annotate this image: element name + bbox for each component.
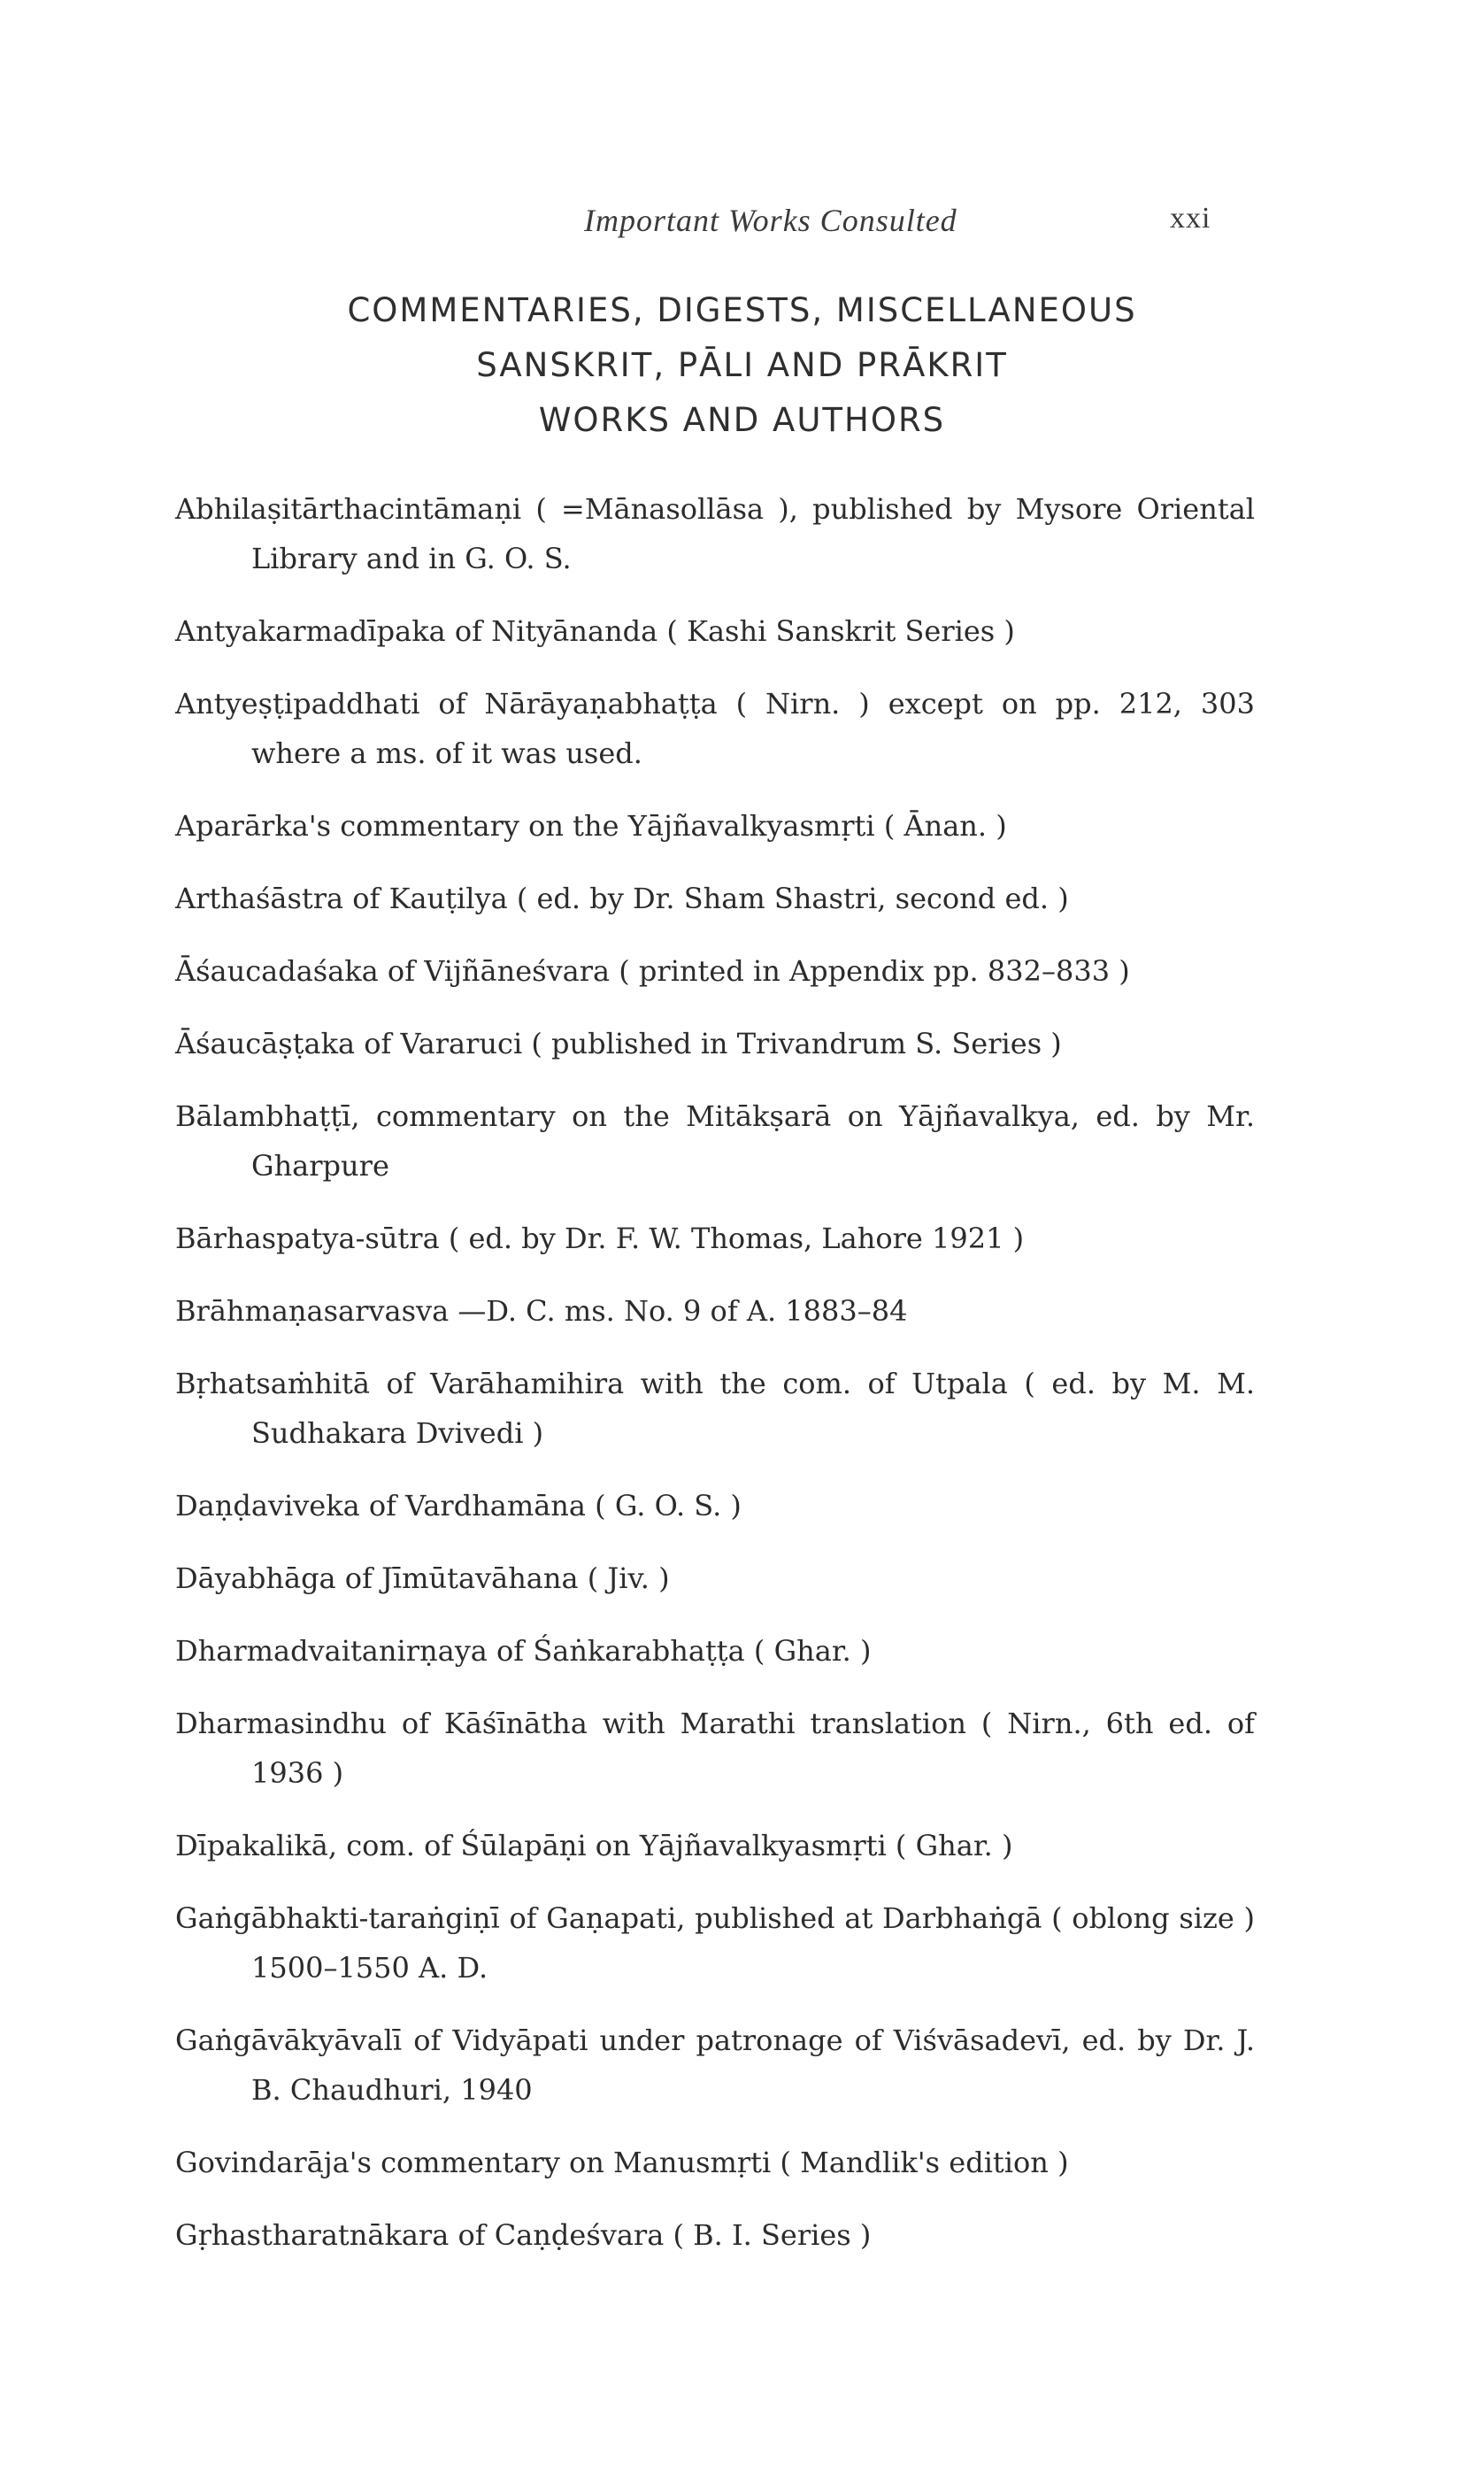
bibliography-entry: Daṇḍaviveka of Vardhamāna ( G. O. S. ) (175, 1489, 742, 1523)
bibliography-entry: Āśaucadaśaka of Vijñāneśvara ( printed in Appendix pp. 832–833 ) (175, 954, 1130, 988)
bibliography-entry: Govindarāja's commentary on Manusmṛti ( Mandlik's edition ) (175, 2146, 1069, 2179)
bibliography-entry: Gaṅgāvākyāvalī of Vidyāpati under patronage of Viśvāsadevī, ed. by Dr. J. B. Chaudhuri, 1940 (175, 2024, 1255, 2107)
bibliography-entry: Aparārka's commentary on the Yājñavalkyasmṛti ( Ānan. ) (175, 809, 1007, 843)
bibliography-entry: Bālambhaṭṭī, commentary on the Mitākṣarā on Yājñavalkya, ed. by Mr. Gharpure (175, 1099, 1255, 1183)
running-head (0, 202, 1484, 246)
bibliography-entry: Antyeṣṭipaddhati of Nārāyaṇabhaṭṭa ( Nirn. ) except on pp. 212, 303 where a ms. of it was used. (175, 687, 1255, 770)
bibliography-entry: Bṛhatsaṁhitā of Varāhamihira with the com. of Utpala ( ed. by M. M. Sudhakara Dvivedi ) (175, 1367, 1255, 1450)
heading-line-2: SANSKRIT, PĀLI AND PRĀKRIT (476, 346, 1008, 384)
bibliography-entry: Antyakarmadīpaka of Nityānanda ( Kashi Sanskrit Series ) (175, 614, 1015, 648)
bibliography-entry: Arthaśāstra of Kauṭilya ( ed. by Dr. Sham Shastri, second ed. ) (175, 882, 1069, 915)
bibliography-entry: Dīpakalikā, com. of Śūlapāṇi on Yājñavalkyasmṛti ( Ghar. ) (175, 1829, 1013, 1862)
running-title: Important Works Consulted (584, 203, 957, 238)
bibliography-entry: Dharmasindhu of Kāśīnātha with Marathi translation ( Nirn., 6th ed. of 1936 ) (175, 1707, 1255, 1790)
bibliography-entry: Bārhaspatya-sūtra ( ed. by Dr. F. W. Thomas, Lahore 1921 ) (175, 1222, 1025, 1255)
bibliography-entry: Brāhmaṇasarvasva —D. C. ms. No. 9 of A. 1883–84 (175, 1294, 908, 1328)
bibliography-entry: Gaṅgābhakti-taraṅgiṇī of Gaṇapati, published at Darbhaṅgā ( oblong size ) 1500–1550 A. D. (175, 1901, 1255, 1985)
section-heading (0, 283, 1484, 448)
bibliography-list (175, 484, 1255, 2283)
bibliography-entry: Dāyabhāga of Jīmūtavāhana ( Jiv. ) (175, 1561, 670, 1595)
page-number: xxi (1170, 202, 1211, 235)
heading-line-1: COMMENTARIES, DIGESTS, MISCELLANEOUS (347, 291, 1137, 329)
bibliography-entry: Āśaucāṣṭaka of Vararuci ( published in Trivandrum S. Series ) (175, 1027, 1062, 1060)
bibliography-entry: Abhilaṣitārthacintāmaṇi ( =Mānasollāsa ), published by Mysore Oriental Library and in G. O. S. (175, 492, 1255, 575)
bibliography-entry: Gṛhastharatnākara of Caṇḍeśvara ( B. I. Series ) (175, 2218, 872, 2252)
bibliography-entry: Dharmadvaitanirṇaya of Śaṅkarabhaṭṭa ( Ghar. ) (175, 1634, 872, 1668)
heading-line-3: WORKS AND AUTHORS (538, 401, 946, 439)
